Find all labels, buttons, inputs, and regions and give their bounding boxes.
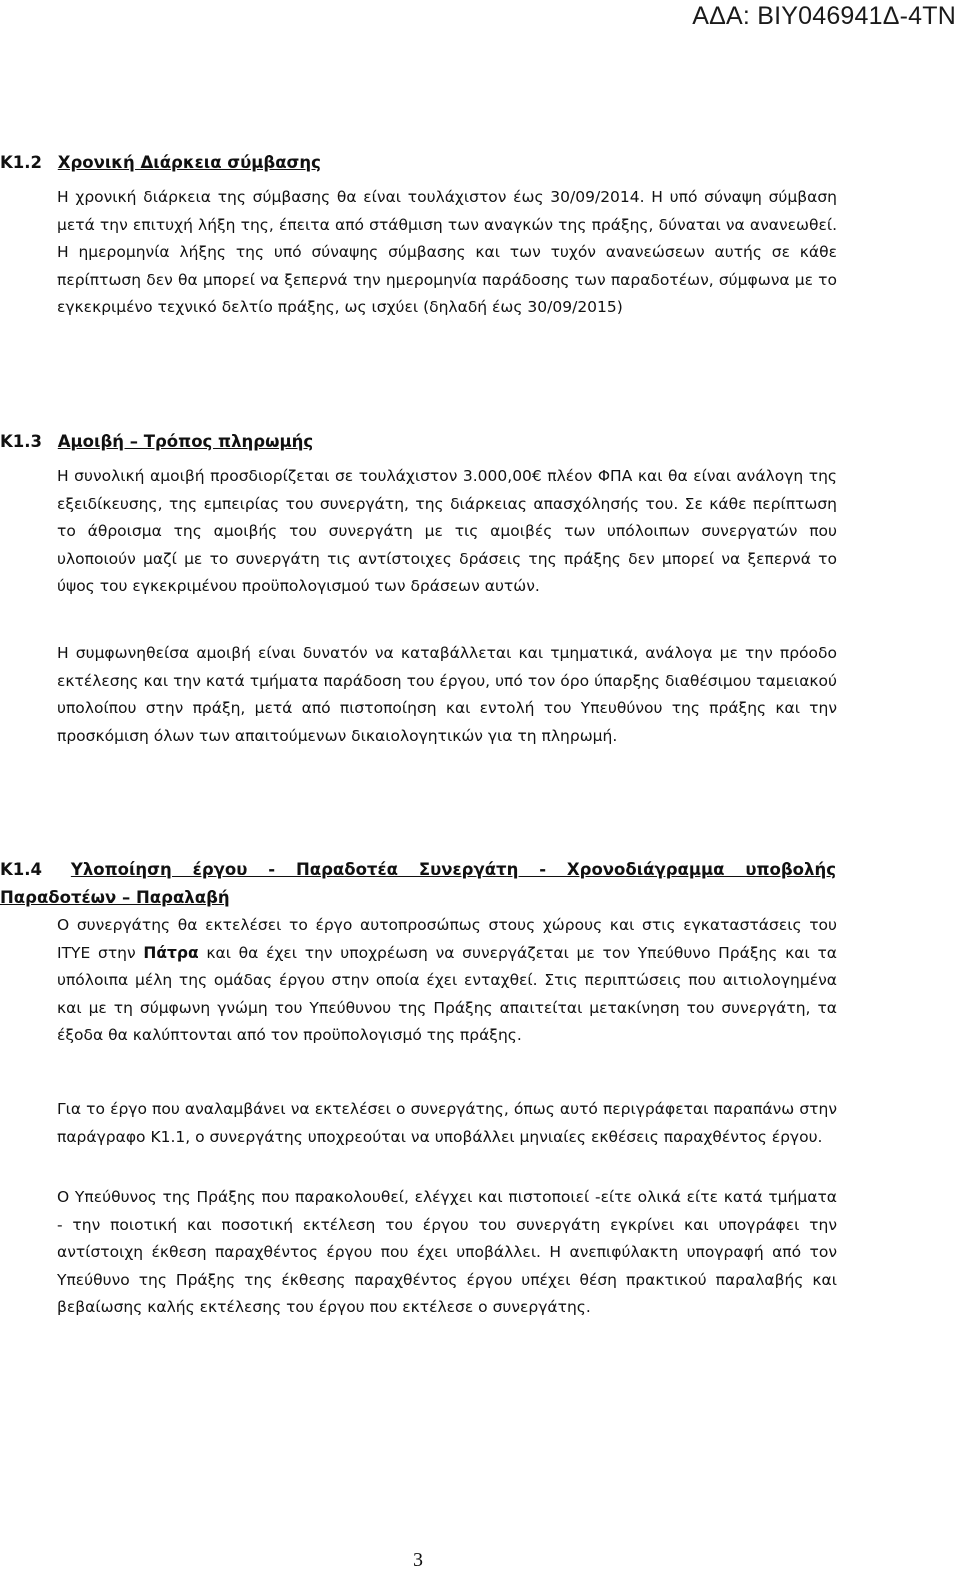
section-number: K1.2 [0,153,43,172]
section-title: Χρονική Διάρκεια σύμβασης [57,153,321,172]
section-heading-k13 [0,432,313,451]
section-title: Υλοποίηση έργου - Παραδοτέα Συνεργάτη - Χρονοδιάγραμμα υποβολής Παραδοτέων – Παραλαβή [0,860,836,907]
ada-code: ΑΔΑ: ΒΙΥ046941Δ-4ΤΝ [692,2,956,30]
k14-paragraph-1 [57,912,837,1050]
k13-paragraph-2: Η συμφωνηθείσα αμοιβή είναι δυνατόν να καταβάλλεται και τμηματικά, ανάλογα με την πρόοδο εκτέλεσης και την κατά τμήματα παράδοση του έργου, υπό τον όρο ύπαρξης διαθέσιμου ταμειακού υπολοίπου στην πράξη, μετά από πιστοποίηση και εντολή του Υπευθύνου της πράξης και την προσκόμιση όλων των απαιτούμενων δικαιολογητικών για τη πληρωμή. [57,644,837,745]
section-title: Αμοιβή – Τρόπος πληρωμής [57,432,314,451]
k13-paragraph-1: Η συνολική αμοιβή προσδιορίζεται σε τουλάχιστον 3.000,00€ πλέον ΦΠΑ και θα είναι ανάλογη της εξειδίκευσης, της εμπειρίας του συνεργάτη, της διάρκειας απασχόλησής του. Σε κάθε περίπτωση το άθροισμα της αμοιβής του συνεργάτη με τις αμοιβές των υπόλοιπων συνεργατών που υλοποιούν μαζί με το συνεργάτη τις αντίστοιχες δράσεις της πράξης δεν μπορεί να ξεπερνά το ύψος του εγκεκριμένου προϋπολογισμού των δράσεων αυτών. [57,467,837,595]
location-patra: Πάτρα [143,943,199,962]
section-heading-k12 [0,153,321,172]
k14-paragraph-2: Για το έργο που αναλαμβάνει να εκτελέσει ο συνεργάτης, όπως αυτό περιγράφεται παραπάνω στην παράγραφο Κ1.1, ο συνεργάτης υποχρεούται να υποβάλλει μηνιαίες εκθέσεις παραχθέντος έργου. [57,1100,837,1146]
k12-paragraph: Η χρονική διάρκεια της σύμβασης θα είναι τουλάχιστον έως 30/09/2014. Η υπό σύναψη σύμβαση μετά την επιτυχή λήξη της, έπειτα από στάθμιση των αναγκών της πράξης, δύναται να ανανεωθεί. Η ημερομηνία λήξης της υπό σύναψης σύμβασης και των τυχόν ανανεώσεων αυτής σε κάθε περίπτωση δεν θα μπορεί να ξεπερνά την ημερομηνία παράδοσης των παραδοτέων, σύμφωνα με το εγκεκριμένο τεχνικό δελτίο πράξης, ως ισχύει (δηλαδή έως 30/09/2015) [57,188,837,316]
section-number: K1.3 [0,432,43,451]
k14-paragraph-1-text-cont: και θα έχει την υποχρέωση να συνεργάζεται με τον Υπεύθυνο Πράξης και τα υπόλοιπα μέλη της ομάδας έργου στην οποία έχει ενταχθεί. Στις περιπτώσεις που αιτιολογημένα και με τη σύμφωνη γνώμη του Υπεύθυνου της Πράξης απαιτείται μετακίνηση του συνεργάτη, τα έξοδα θα καλύπτονται από τον προϋπολογισμό της πράξης. [57,943,838,1044]
k14-paragraph-3: Ο Υπεύθυνος της Πράξης που παρακολουθεί, ελέγχει και πιστοποιεί -είτε ολικά είτε κατά τμήματα - την ποιοτική και ποσοτική εκτέλεση του έργου του συνεργάτη εγκρίνει και υπογράφει την αντίστοιχη έκθεση παραχθέντος έργου που έχει υποβάλλει. Η ανεπιφύλακτη υπογραφή από τον Υπεύθυνο της Πράξης της έκθεσης παραχθέντος έργου υπέχει θέση πρακτικού παραλαβής και βεβαίωσης καλής εκτέλεσης του έργου που εκτέλεσε ο συνεργάτης. [57,1188,837,1316]
page-number: 3 [413,1549,423,1571]
section-number: K1.4 [0,860,43,879]
section-heading-k14 [0,856,836,912]
k14-paragraph-1-text: Ο συνεργάτης θα εκτελέσει το έργο αυτοπροσώπως στους χώρους και στις εγκαταστάσεις του ΙΤΥΕ στην [57,916,837,962]
